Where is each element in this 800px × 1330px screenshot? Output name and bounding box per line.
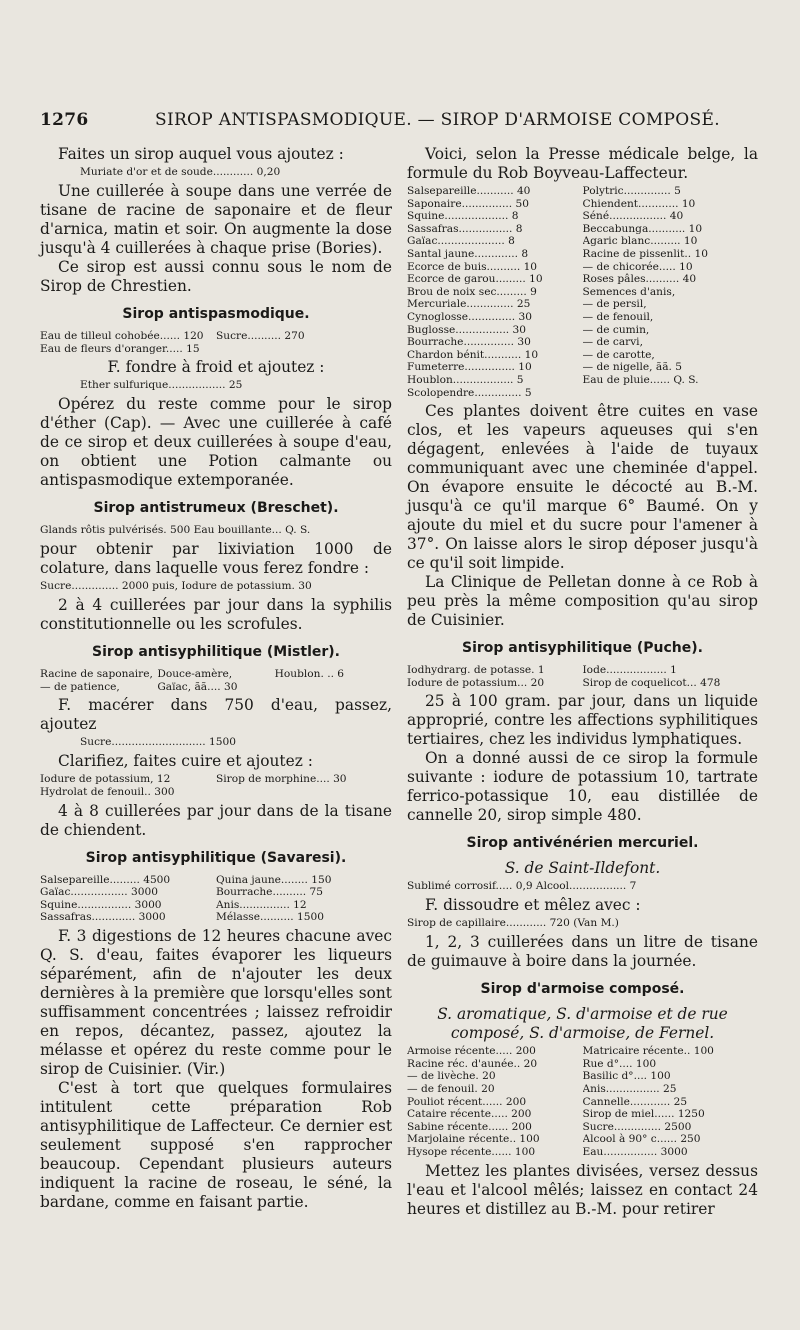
ingredient-cell: Bourrache............... 30 (407, 336, 531, 349)
running-title: SIROP ANTISPASMODIQUE. — SIROP D'ARMOISE COMPOSÉ. (155, 110, 720, 130)
ingredient-table: Iodhydrarg. de potasse. 1 Iode.................. 1 Iodure de potassium... 20 Sirop de coquelicot... 478 (407, 664, 721, 689)
ingredient-cell: Santal jaune............. 8 (407, 247, 529, 260)
ingredient-row (407, 210, 758, 223)
intro-text: Voici, selon la Presse médicale belge, la formule du Rob Boyveau-Laffecteur. (407, 145, 758, 182)
ingredient-row (407, 273, 758, 286)
paragraph: La Clinique de Pelletan donne à ce Rob à peu près la même composition qu'au sirop de Cuisinier. (407, 573, 758, 630)
recipe-subtitle: S. de Saint-Ildefont. (504, 859, 661, 878)
ingredient-table (407, 1045, 758, 1158)
ingredient-row (407, 1045, 758, 1058)
ingredient-row (407, 1070, 758, 1083)
paragraph: Mettez les plantes divisées, versez dessus l'eau et l'alcool mêlés; laissez en contact 24 heures et distillez au B.-M. pour retirer (407, 1161, 758, 1218)
paragraph: pour obtenir par lixiviation 1000 de colature, dans laquelle vous ferez fondre : (40, 540, 392, 578)
ingredient-row (407, 1083, 758, 1096)
recipe-title: Sirop antivénérien mercuriel. (466, 835, 699, 852)
ingredient-row (407, 198, 758, 211)
ingredient-row (407, 1146, 758, 1159)
ingredient-row (407, 298, 758, 311)
ingredient-cell: Brou de noix sec......... 9 (407, 285, 537, 298)
recipe-title: Sirop antistrumeux (Breschet). (93, 500, 339, 517)
ingredient-cell: Scolopendre.............. 5 (407, 386, 532, 399)
ingredient-cell: Pouliot récent...... 200 (407, 1095, 527, 1108)
ingredient-cell: — de nigelle, ãã. 5 (582, 361, 683, 374)
ingredient-cell: Roses pâles.......... 40 (582, 273, 697, 286)
ingredient-cell: Fumeterre............... 10 (407, 361, 532, 374)
intro-text: Faites un sirop auquel vous ajoutez : (58, 145, 344, 163)
ingredient-row (407, 286, 758, 299)
ingredient-table: Salsepareille......... 4500 Quina jaune........ 150 Gaïac................. 3000 Bourrache.......... 75 Squine................ 3000 Anis............... 12 Sassafras............. 3000 Mélasse.......... 1500 (40, 873, 332, 924)
ingredient-cell: Armoise récente..... 200 (407, 1045, 536, 1058)
ingredient-row (407, 336, 758, 349)
ingredient-cell: Polytric.............. 5 (582, 185, 681, 197)
ingredient-cell: Ecorce de garou......... 10 (407, 273, 543, 286)
paragraph: 25 à 100 gram. par jour, dans un liquide approprié, contre les affections syphilitiques tertiaires, chez les individus lymphatiques. (407, 692, 758, 749)
ingredient-cell: Eau de pluie...... Q. S. (582, 373, 699, 386)
instruction: F. fondre à froid et ajoutez : (107, 358, 325, 377)
ingredient-cell: — de persil, (582, 298, 647, 311)
ingredient-row (407, 185, 758, 198)
paragraph: F. 3 digestions de 12 heures chacune avec Q. S. d'eau, faites évaporer les liqueurs séparément, afin de n'ajouter les deux dernières à la première que lorsqu'elles sont suffisamment concentrées ; laissez refroidir en repos, décantez, passez, ajoutez la mélasse et opérez du reste comme pour le sirop de Cuisinier. (Vir.) (40, 926, 392, 1078)
recipe-subtitle: S. aromatique, S. d'armoise et de rue composé, S. d'armoise, de Fernel. (437, 1005, 728, 1043)
ingredient-row (407, 261, 758, 274)
ingredient-cell: Buglosse................ 30 (407, 323, 527, 336)
recipe-title: Sirop antisyphilitique (Mistler). (92, 644, 340, 661)
ingredient-row (407, 387, 758, 400)
right-column (407, 145, 758, 1219)
ingredient-row (407, 349, 758, 362)
ingredient-row (407, 311, 758, 324)
ingredient-cell: Eau................ 3000 (582, 1146, 688, 1159)
ingredient-table: Iodure de potassium, 12 Sirop de morphine.... 30 Hydrolat de fenouil.. 300 (40, 773, 347, 798)
ingredient-cell: Alcool à 90° c...... 250 (582, 1133, 701, 1146)
ingredient-row (407, 1108, 758, 1121)
ingredient-line: Sirop de capillaire............ 720 (Van M.) (407, 917, 619, 930)
ingredient-row (407, 235, 758, 248)
ingredient-cell: Houblon.................. 5 (407, 373, 524, 386)
ingredient-line: Glands rôtis pulvérisés. 500 Eau bouillante... Q. S. (40, 524, 311, 537)
recipe-title: Sirop antisyphilitique (Puche). (461, 640, 703, 657)
ingredient-cell: Gaïac.................... 8 (407, 235, 515, 248)
paragraph: Ce sirop est aussi connu sous le nom de Sirop de Chrestien. (40, 258, 392, 295)
ingredient-cell: — de carvi, (582, 336, 643, 349)
ingredient-row (407, 361, 758, 374)
ingredient-cell: Séné................. 40 (582, 210, 684, 223)
ingredient-cell: Ecorce de buis.......... 10 (407, 260, 538, 273)
paragraph: Une cuillerée à soupe dans une verrée de tisane de racine de saponaire et de fleur d'arnica, matin et soir. On augmente la dose jusqu'à 4 cuillerées à chaque prise (Bories). (40, 182, 392, 257)
ingredient-cell: Beccabunga........... 10 (582, 222, 703, 235)
paragraph: Opérez du reste comme pour le sirop d'éther (Cap). — Avec une cuillerée à café de ce sirop et deux cuillerées à soupe d'eau, on obtient une Potion calmante ou antispasmodique extemporanée. (40, 395, 392, 490)
ingredient-line: Sucre.............. 2000 puis, Iodure de potassium. 30 (40, 580, 312, 593)
ingredient-row (407, 1121, 758, 1134)
ingredient-cell: Hysope récente...... 100 (407, 1146, 536, 1159)
ingredient-row (407, 1058, 758, 1071)
ingredient-cell: — de livèche. 20 (407, 1070, 496, 1083)
ingredient-cell: — de fenouil. 20 (407, 1083, 495, 1096)
ingredient-row (407, 1096, 758, 1109)
ingredient-table: Eau de tilleul cohobée...... 120 Sucre.......... 270 Eau de fleurs d'oranger..... 15 (40, 330, 305, 355)
paragraph: 1, 2, 3 cuillerées dans un litre de tisane de guimauve à boire dans la journée. (407, 933, 758, 971)
ingredient-cell: Racine de pissenlit.. 10 (582, 247, 708, 260)
ingredient-table: Racine de saponaire, Douce-amère, Houblon. .. 6 — de patience, Gaïac, ãã.... 30 (40, 668, 345, 693)
ingredient-row (407, 223, 758, 236)
ingredient-cell (583, 387, 759, 400)
ingredient-cell: Marjolaine récente.. 100 (407, 1133, 540, 1146)
recipe-title: Sirop d'armoise composé. (480, 981, 685, 998)
paragraph: C'est à tort que quelques formulaires intitulent cette préparation Rob antisyphilitique de Laffecteur. Ce dernier est seulement supposé s'en rapprocher beaucoup. Cependant plusieurs auteurs indiquent la racine de roseau, le séné, la bardane, comme en faisant partie. (40, 1078, 392, 1211)
ingredient-cell: Chiendent............ 10 (582, 197, 696, 210)
ingredient-cell: — de chicorée..... 10 (582, 260, 693, 273)
ingredient-row (407, 248, 758, 261)
ingredient-cell: Cannelle............ 25 (582, 1095, 688, 1108)
ingredient-line: Muriate d'or et de soude............ 0,20 (80, 166, 281, 178)
paragraph: 4 à 8 cuillerées par jour dans de la tisane de chiendent. (40, 801, 392, 839)
ingredient-cell: Sassafras................ 8 (407, 222, 523, 235)
ingredient-cell: Sabine récente...... 200 (407, 1120, 532, 1133)
ingredient-cell: Agaric blanc......... 10 (582, 235, 698, 248)
ingredient-row (407, 374, 758, 387)
ingredient-line: Ether sulfurique................. 25 (80, 379, 243, 392)
ingredient-cell: — de carotte, (582, 348, 655, 361)
ingredient-cell: Salsepareille........... 40 (407, 185, 531, 197)
ingredient-cell: Squine................... 8 (407, 210, 519, 223)
left-column (40, 145, 392, 1212)
instruction: F. macérer dans 750 d'eau, passez, ajoutez (40, 696, 392, 734)
paragraph: 2 à 4 cuillerées par jour dans la syphilis constitutionnelle ou les scrofules. (40, 596, 392, 634)
ingredient-cell: Racine réc. d'aunée.. 20 (407, 1057, 538, 1070)
ingredient-cell: Rue d°.... 100 (582, 1057, 657, 1070)
ingredient-cell: Semences d'anis, (582, 285, 676, 298)
ingredient-cell: Anis................ 25 (582, 1083, 677, 1096)
ingredient-cell: — de cumin, (582, 323, 650, 336)
ingredient-row (407, 324, 758, 337)
ingredient-table (407, 185, 758, 399)
instruction: Clarifiez, faites cuire et ajoutez : (58, 752, 313, 771)
running-header (40, 110, 800, 136)
ingredient-cell: Saponaire............... 50 (407, 197, 529, 210)
paragraph: Ces plantes doivent être cuites en vase clos, et les vapeurs aqueuses qui s'en dégagent, enlevées à l'aide de tuyaux communiquant avec une cheminée d'appel. On évapore ensuite le décocté au B.-M. jusqu'à ce qu'il marque 6° Baumé. On y ajoute du miel et du sucre pour l'amener à 37°. On laisse alors le sirop déposer jusqu'à ce qu'il soit limpide. (407, 402, 758, 573)
instruction: F. dissoudre et mêlez avec : (425, 896, 641, 915)
recipe-title: Sirop antisyphilitique (Savaresi). (85, 849, 347, 866)
ingredient-cell: Chardon bénit........... 10 (407, 348, 539, 361)
ingredient-line: Sucre............................ 1500 (80, 736, 236, 749)
ingredient-cell: Mercuriale.............. 25 (407, 298, 531, 311)
ingredient-cell: Cataire récente..... 200 (407, 1108, 532, 1121)
ingredient-cell: Sucre.............. 2500 (582, 1120, 692, 1133)
page-number: 1276 (40, 110, 89, 130)
ingredient-cell: Matricaire récente.. 100 (582, 1045, 714, 1058)
recipe-title: Sirop antispasmodique. (122, 306, 310, 322)
ingredient-cell: — de fenouil, (582, 310, 654, 323)
ingredient-cell: Cynoglosse.............. 30 (407, 310, 532, 323)
ingredient-cell: Sirop de miel...... 1250 (582, 1108, 705, 1121)
ingredient-row (407, 1133, 758, 1146)
paragraph: On a donné aussi de ce sirop la formule suivante : iodure de potassium 10, tartrate ferrico-potassique 10, eau distillée de cannelle 20, sirop simple 480. (407, 749, 758, 825)
ingredient-cell: Basilic d°.... 100 (582, 1070, 671, 1083)
ingredient-line: Sublimé corrosif..... 0,9 Alcool................. 7 (407, 880, 637, 893)
